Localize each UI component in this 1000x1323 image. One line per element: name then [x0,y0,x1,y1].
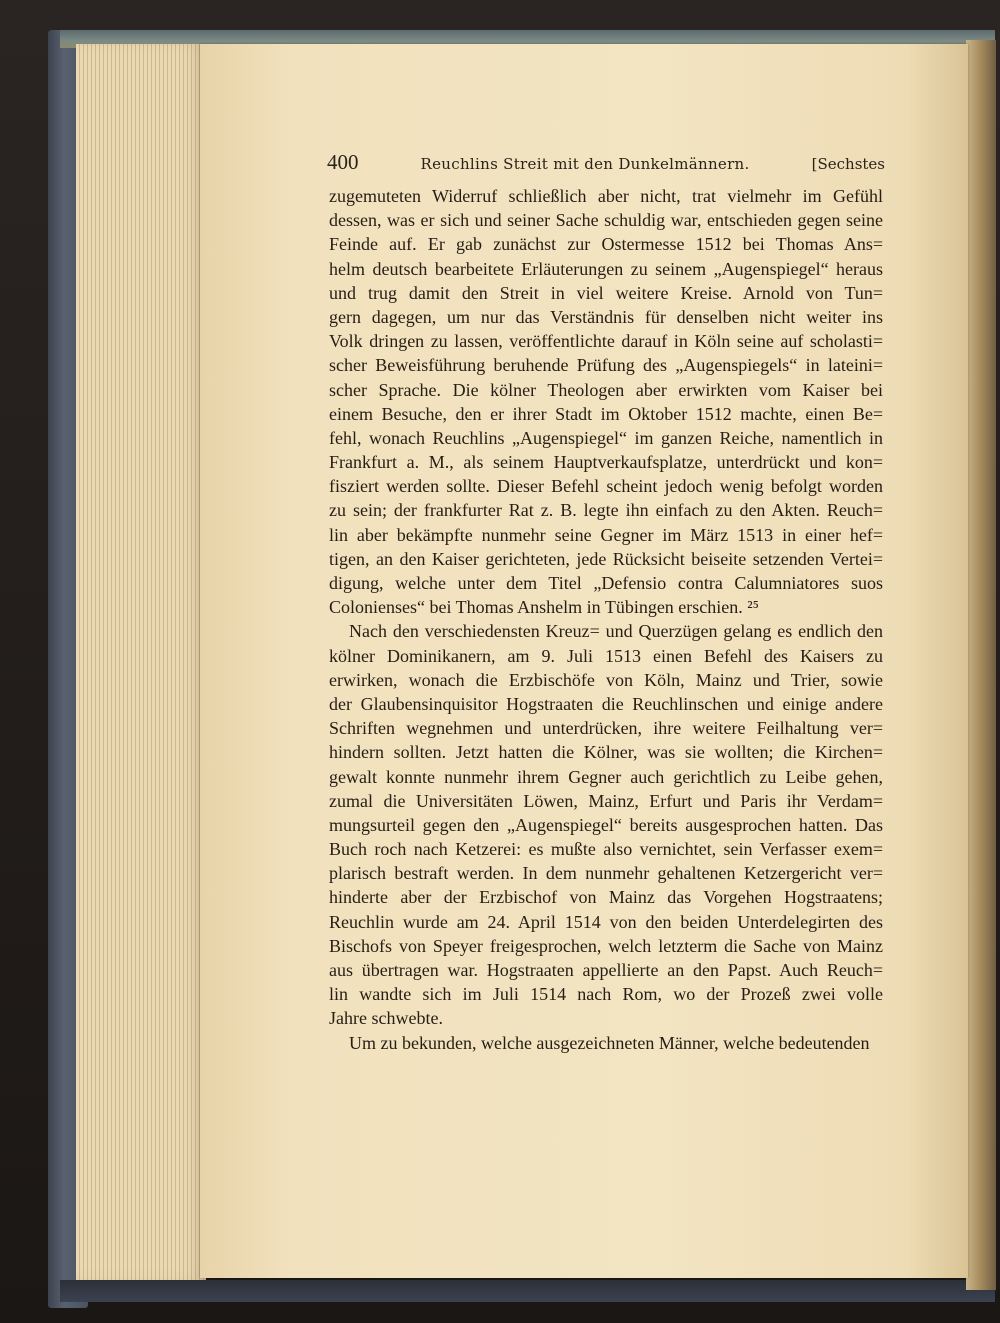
text-line: Schriften wegnehmen und unterdrücken, ihre weitere Feilhaltung ver= [329,718,883,739]
book-cover-bottom-edge [60,1280,995,1302]
text-line: lin wandte sich im Juli 1514 nach Rom, wo der Prozeß zwei volle [329,984,883,1005]
paragraph [329,1031,883,1055]
text-line: Feinde auf. Er gab zunächst zur Ostermesse 1512 bei Thomas Ans= [329,234,883,255]
text-line: scher Beweisführung beruhende Prüfung des „Augenspiegels“ in lateini= [329,355,883,376]
text-line: kölner Dominikanern, am 9. Juli 1513 einen Befehl des Kaisers zu [329,645,883,666]
paragraph [329,619,883,1030]
text-line: gern dagegen, um nur das Verständnis für denselben nicht weiter ins [329,306,883,327]
text-line: Bischofs von Speyer freigesprochen, welch letzterm die Sache von Mainz [329,935,883,956]
text-line: mungsurteil gegen den „Augenspiegel“ bereits ausgesprochen hatten. Das [329,814,883,835]
running-head [327,150,885,176]
text-line: Colonienses“ bei Thomas Anshelm in Tübingen erschien. ²⁵ [329,597,759,618]
text-line: tigen, an den Kaiser gerichteten, jede Rücksicht beiseite setzenden Vertei= [329,548,883,569]
page-number: 400 [327,150,359,174]
text-line: Frankfurt a. M., als seinem Hauptverkaufsplatze, unterdrückt und kon= [329,452,883,473]
text-line: und trug damit den Streit in viel weitere Kreise. Arnold von Tun= [329,282,883,303]
text-line: einem Besuche, den er ihrer Stadt im Oktober 1512 machte, einen Be= [329,403,883,424]
text-line: dessen, was er sich und seiner Sache schuldig war, entschieden gegen seine [329,210,883,231]
text-line: Volk dringen zu lassen, veröffentlichte darauf in Köln seine auf scholasti= [329,331,883,352]
text-line: plarisch bestraft werden. In dem nunmehr gehaltenen Ketzergericht ver= [329,863,883,884]
body-text [329,184,883,1055]
stacked-page-edges [76,44,206,1280]
text-line: Um zu bekunden, welche ausgezeichneten Männer, welche bedeutenden [349,1032,870,1053]
text-line: Buch roch nach Ketzerei: es mußte also vernichtet, sein Verfasser exem= [329,839,883,860]
text-line: zugemuteten Widerruf schließlich aber nicht, trat vielmehr im Gefühl [329,186,883,206]
text-line: der Glaubensinquisitor Hogstraaten die Reuchlinschen und einige andere [329,693,883,714]
book-cover-right-edge [966,40,996,1290]
text-line: fehl, wonach Reuchlins „Augenspiegel“ im ganzen Reiche, namentlich in [329,427,883,448]
text-line: hindern sollten. Jetzt hatten die Kölner, was sie wollten; die Kirchen= [329,742,883,763]
running-title: Reuchlins Streit mit den Dunkelmännern. [420,155,750,173]
text-line: Reuchlin wurde am 24. April 1514 von den beiden Unterdelegirten des [329,911,883,932]
text-line: lin aber bekämpfte nunmehr seine Gegner im März 1513 in einer hef= [329,524,883,545]
paragraph [329,184,883,619]
text-line: zu sein; der frankfurter Rat z. B. legte ihn einfach zu den Akten. Reuch= [329,500,883,521]
text-line: hinderte aber der Erzbischof von Mainz das Vorgehen Hogstraatens; [329,887,883,908]
text-line: Jahre schwebte. [329,1008,443,1029]
running-section: [Sechstes [811,155,885,173]
text-line: gewalt konnte nunmehr ihrem Gegner auch gerichtlich zu Leibe gehen, [329,766,883,787]
text-line: zumal die Universitäten Löwen, Mainz, Erfurt und Paris ihr Verdam= [329,790,883,811]
text-line: erwirken, wonach die Erzbischöfe von Köln, Mainz und Trier, sowie [329,669,883,690]
text-line: scher Sprache. Die kölner Theologen aber erwirkten vom Kaiser bei [329,379,883,400]
text-line: digung, welche unter dem Titel „Defensio contra Calumniatores suos [329,573,883,593]
text-line: helm deutsch bearbeitete Erläuterungen zu seinem „Augenspiegel“ heraus [329,258,883,279]
text-line: aus übertragen war. Hogstraaten appellierte an den Papst. Auch Reuch= [329,960,883,980]
text-line: Nach den verschiedensten Kreuz= und Querzügen gelang es endlich den [349,621,883,642]
text-line: fisziert werden sollte. Dieser Befehl scheint jedoch wenig befolgt worden [329,476,883,497]
